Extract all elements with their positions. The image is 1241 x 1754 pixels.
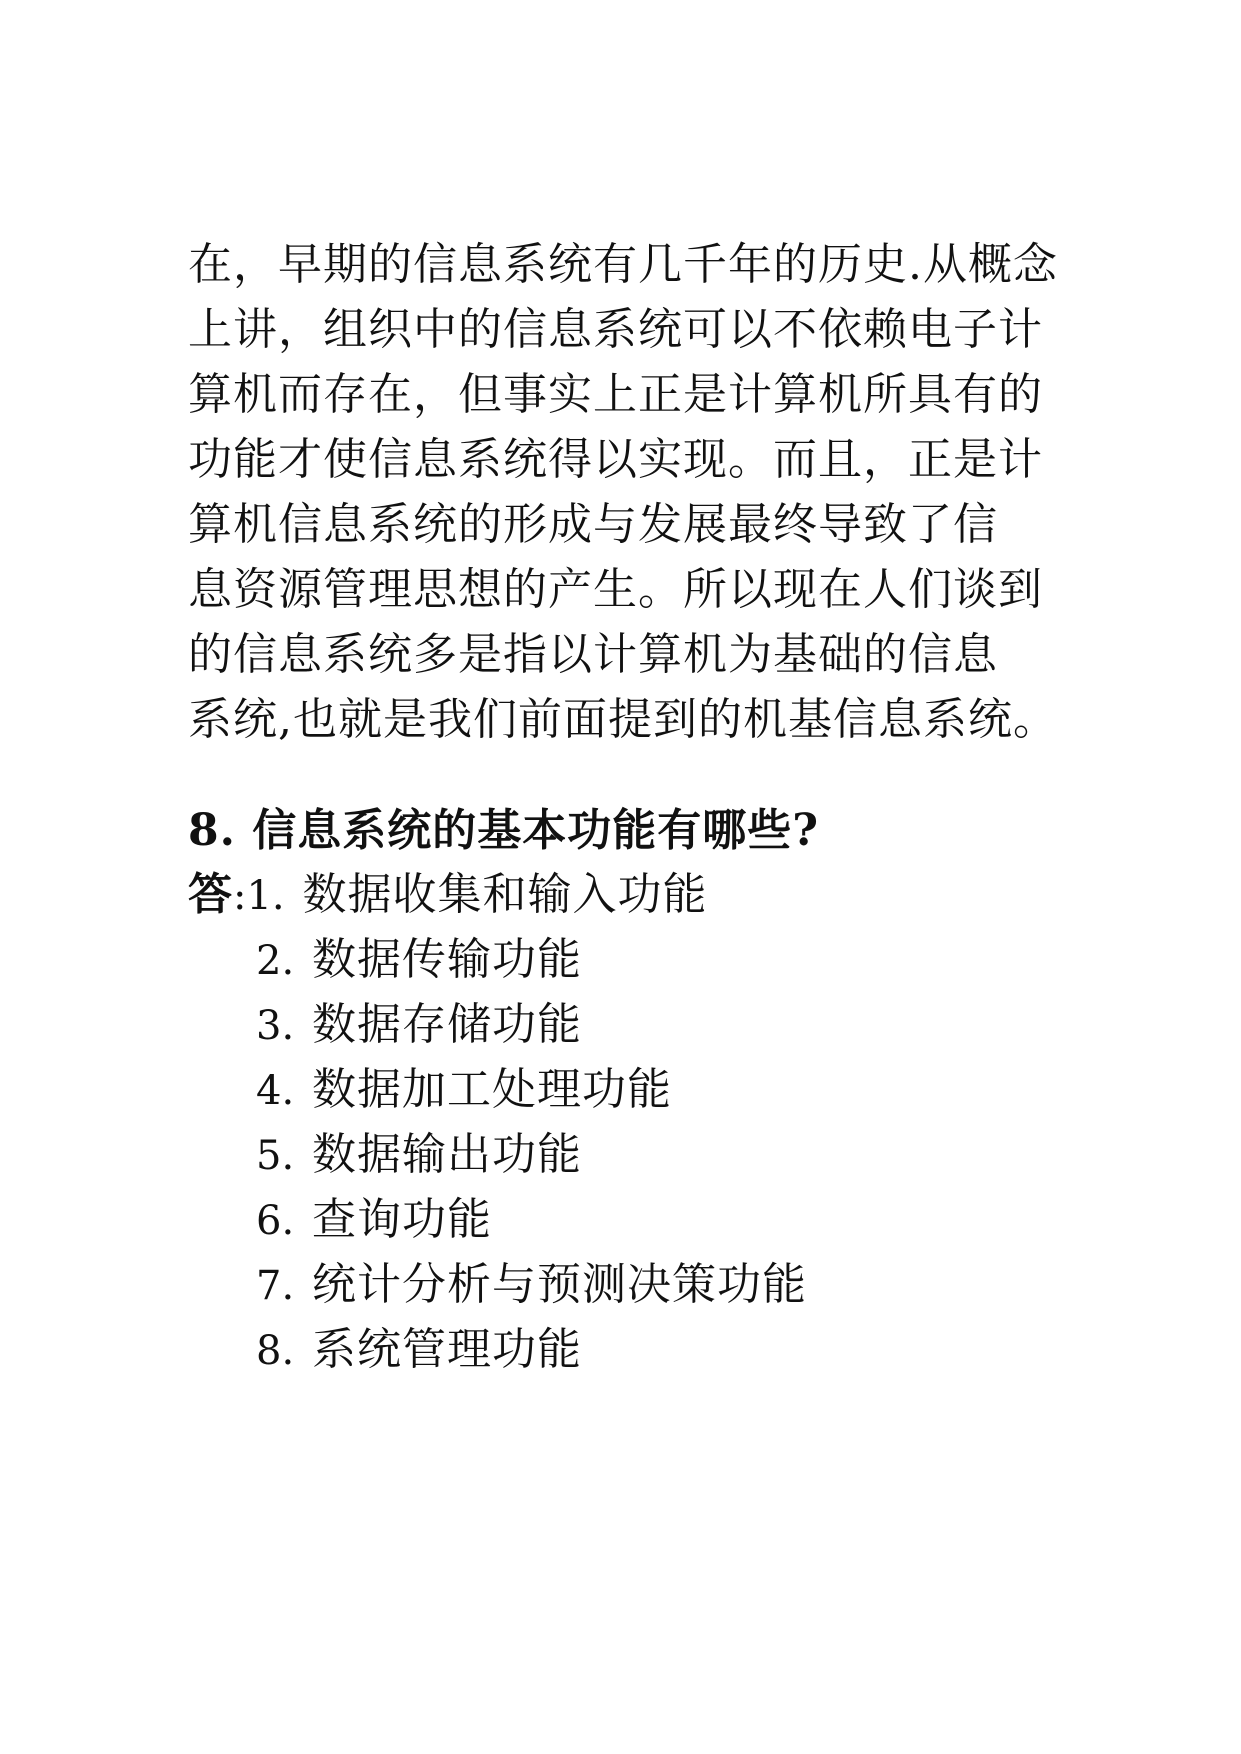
answer-item-text: 统计分析与预测决策功能 [312,1259,807,1310]
answer-item-text: 数据输出功能 [312,1129,582,1180]
answer-item-number: 8. [256,1328,295,1374]
paragraph-line: 的信息系统多是指以计算机为基础的信息 [188,629,998,680]
answer-item-number: 6. [256,1198,295,1244]
answer-item-text: 数据存储功能 [312,999,582,1050]
answer-item [188,862,1088,927]
paragraph-line: 功能才使信息系统得以实现。而且，正是计 [188,434,1043,485]
answer-item-number: 2. [256,938,295,984]
paragraph-line: 系统,也就是我们前面提到的机基信息系统。 [188,694,1058,745]
answer-item [188,992,1088,1057]
answer-item-text: 数据加工处理功能 [312,1064,672,1115]
answer-label: 答 [188,869,233,920]
paragraph-line: 算机信息系统的形成与发展最终导致了信 [188,499,998,550]
paragraph-line: 在，早期的信息系统有几千年的历史.从概念 [188,239,1058,290]
paragraph-line: 上讲，组织中的信息系统可以不依赖电子计 [188,304,1043,355]
answer-item-number: 7. [256,1263,295,1309]
answer-item [188,927,1088,992]
body-paragraph [188,232,1068,752]
answer-item-number: 1. [246,873,285,919]
answer-item-text: 查询功能 [312,1194,492,1245]
answer-item-text: 数据收集和输入功能 [302,869,708,920]
answer-item [188,1122,1088,1187]
answer-item-text: 数据传输功能 [312,934,582,985]
answer-block [188,862,1088,1382]
answer-item-text: 系统管理功能 [312,1324,582,1375]
answer-item-number: 3. [256,1003,295,1049]
answer-item-number: 5. [256,1133,295,1179]
paragraph-line: 算机而存在，但事实上正是计算机所具有的 [188,369,1043,420]
answer-list [188,862,1088,1382]
answer-item [188,1252,1088,1317]
answer-colon: : [233,873,247,919]
answer-item-number: 4. [256,1068,295,1114]
question-heading: 8. 信息系统的基本功能有哪些? [188,805,820,856]
answer-item [188,1057,1088,1122]
answer-item [188,1317,1088,1382]
paragraph-line: 息资源管理思想的产生。所以现在人们谈到 [188,564,1043,615]
answer-item [188,1187,1088,1252]
